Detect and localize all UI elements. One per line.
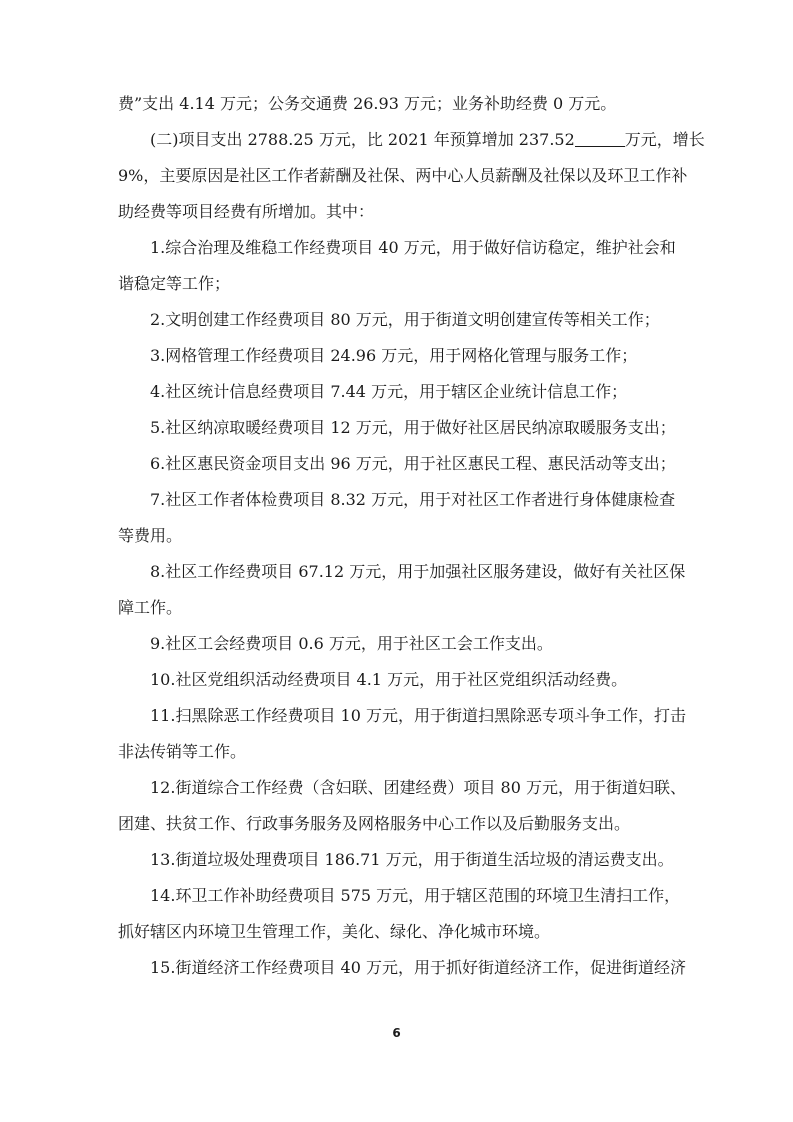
text-line: (二)项目支出 2788.25 万元，比 2021 年预算增加 237.52 万元，增长 bbox=[150, 130, 705, 149]
text-line: 非法传销等工作。 bbox=[118, 742, 247, 761]
text-line: 障工作。 bbox=[118, 598, 183, 617]
page-number: 6 bbox=[392, 1026, 401, 1040]
text-line: 10.社区党组织活动经费项目 4.1 万元，用于社区党组织活动经费。 bbox=[150, 670, 628, 689]
text-line: 2.文明创建工作经费项目 80 万元，用于街道文明创建宣传等相关工作； bbox=[150, 310, 660, 329]
text-line: 费”支出 4.14 万元；公务交通费 26.93 万元；业务补助经费 0 万元。 bbox=[118, 94, 617, 113]
text-line: 3.网格管理工作经费项目 24.96 万元，用于网格化管理与服务工作； bbox=[150, 346, 638, 365]
text-line: 7.社区工作者体检费项目 8.32 万元，用于对社区工作者进行身体健康检查 bbox=[150, 490, 676, 509]
text-line: 9.社区工会经费项目 0.6 万元，用于社区工会工作支出。 bbox=[150, 634, 553, 653]
text-line: 1.综合治理及维稳工作经费项目 40 万元，用于做好信访稳定，维护社会和 bbox=[150, 238, 676, 257]
blank-underline bbox=[575, 132, 625, 147]
text-line: 助经费等项目经费有所增加。其中： bbox=[118, 202, 375, 221]
text-line: 团建、扶贫工作、行政事务服务及网格服务中心工作以及后勤服务支出。 bbox=[118, 814, 631, 833]
text-line: 6.社区惠民资金项目支出 96 万元，用于社区惠民工程、惠民活动等支出； bbox=[150, 454, 676, 473]
text-line: 11.扫黑除恶工作经费项目 10 万元，用于街道扫黑除恶专项斗争工作，打击 bbox=[150, 706, 686, 725]
text-line: 5.社区纳凉取暖经费项目 12 万元，用于做好社区居民纳凉取暖服务支出； bbox=[150, 418, 676, 437]
text-line: 15.街道经济工作经费项目 40 万元，用于抓好街道经济工作，促进街道经济 bbox=[150, 958, 686, 977]
text-line: 8.社区工作经费项目 67.12 万元，用于加强社区服务建设，做好有关社区保 bbox=[150, 562, 686, 581]
text-line: 抓好辖区内环境卫生管理工作，美化、绿化、净化城市环境。 bbox=[118, 922, 551, 941]
text-line: 14.环卫工作补助经费项目 575 万元，用于辖区范围的环境卫生清扫工作， bbox=[150, 886, 681, 905]
text-line: 9%，主要原因是社区工作者薪酬及社保、两中心人员薪酬及社保以及环卫工作补 bbox=[118, 166, 688, 185]
text-line: 13.街道垃圾处理费项目 186.71 万元，用于街道生活垃圾的清运费支出。 bbox=[150, 850, 674, 869]
text-line: 等费用。 bbox=[118, 526, 183, 545]
text-line: 12.街道综合工作经费（含妇联、团建经费）项目 80 万元，用于街道妇联、 bbox=[150, 778, 686, 797]
text-line: 谐稳定等工作； bbox=[118, 274, 231, 293]
text-line: 4.社区统计信息经费项目 7.44 万元，用于辖区企业统计信息工作； bbox=[150, 382, 628, 401]
